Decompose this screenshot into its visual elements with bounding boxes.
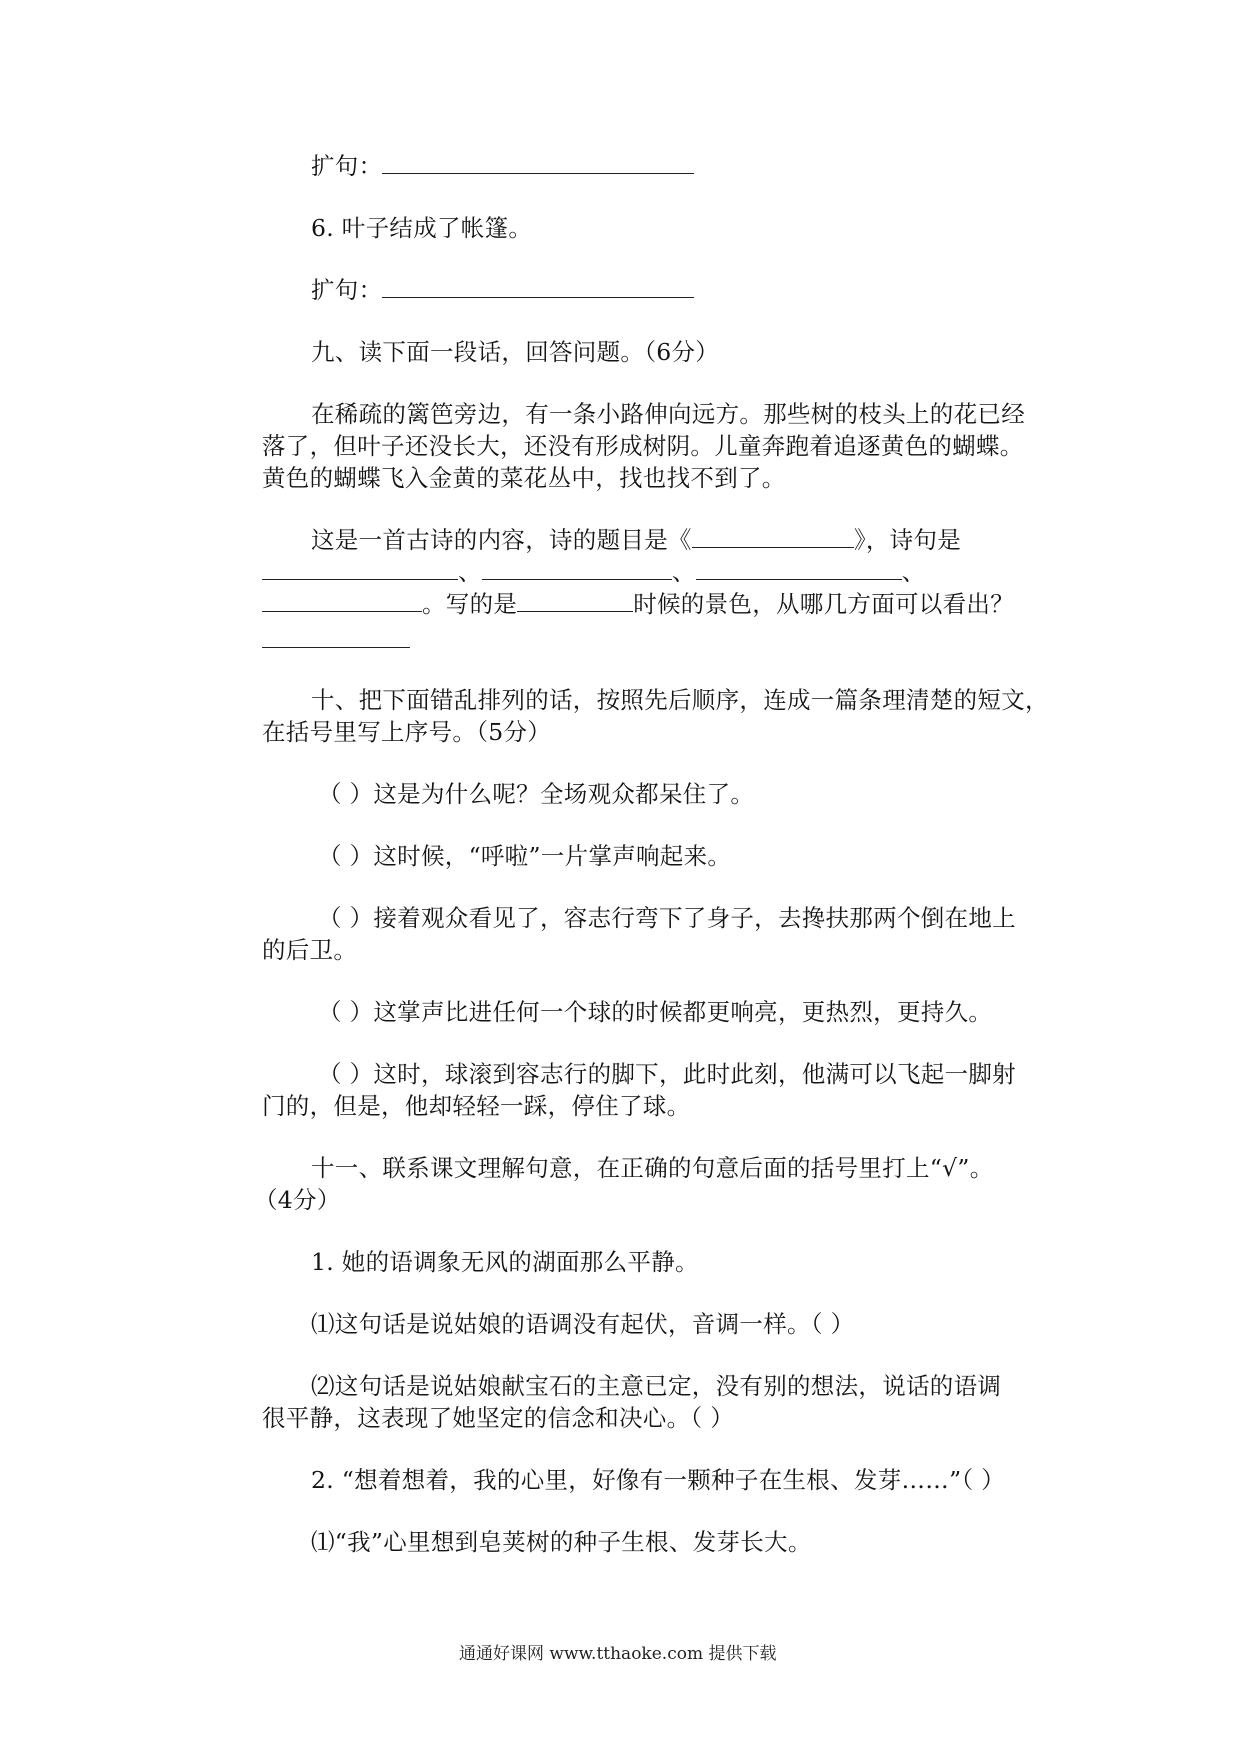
expand-sentence-line-1 (311, 150, 694, 182)
section-11-q2-option-1: ⑴“我”心里想到皂荚树的种子生根、发芽长大。 (311, 1528, 812, 1556)
season-blank[interactable] (517, 589, 633, 612)
section-10-title-line-1: 十、把下面错乱排列的话，按照先后顺序，连成一篇条理清楚的短文， (311, 686, 1049, 714)
section-11-q1-option-1: ⑴这句话是说姑娘的语调没有起伏，音调一样。（ ） (311, 1310, 855, 1338)
section-10-item-5-line-2: 门的，但是，他却轻轻一踩，停住了球。 (262, 1092, 691, 1120)
section-10-item-1: （ ）这是为什么呢？全场观众都呆住了。 (318, 780, 755, 808)
section-10-item-3-line-2: 的后卫。 (262, 936, 358, 964)
poem-line-blank-2[interactable] (482, 557, 672, 580)
section-9-question-line-4 (262, 624, 410, 656)
answer-blank[interactable] (382, 275, 694, 298)
section-9-question-line-1: 这是一首古诗的内容，诗的题目是《 》，诗句是 (311, 526, 962, 554)
answer-blank[interactable] (382, 151, 694, 174)
section-11-question-2: 2. “想着想着，我的心里，好像有一颗种子在生根、发芽……”（ ） (311, 1466, 1006, 1494)
section-10-item-2: （ ）这时候，“呼啦”一片掌声响起来。 (318, 842, 732, 870)
section-11-q1-option-2-line-2: 很平静，这表现了她坚定的信念和决心。（ ） (262, 1404, 735, 1432)
poem-line-blank-1[interactable] (262, 557, 458, 580)
section-10-item-4: （ ）这掌声比进任何一个球的时候都更响亮，更热烈，更持久。 (318, 998, 993, 1026)
section-11-title-line-2: （4分） (254, 1186, 341, 1214)
section-11-q1-option-2-line-1: ⑵这句话是说姑娘献宝石的主意已定，没有别的想法，说话的语调 (311, 1372, 1002, 1400)
expand-sentence-line-2 (311, 274, 694, 306)
section-11-title-line-1: 十一、联系课文理解句意，在正确的句意后面的括号里打上“√”。 (311, 1154, 994, 1182)
expand-label: 扩句： (311, 152, 383, 180)
section-9-passage-line-2: 落了，但叶子还没长大，还没有形成树阴。儿童奔跑着追逐黄色的蝴蝶。 (262, 432, 1024, 460)
poem-line-blank-3[interactable] (696, 557, 902, 580)
section-10-title-line-2: 在括号里写上序号。（5分） (262, 718, 552, 746)
poem-line-blank-4[interactable] (262, 589, 422, 612)
poem-title-blank[interactable] (692, 525, 854, 548)
section-9-passage-line-3: 黄色的蝴蝶飞入金黄的菜花丛中，找也找不到了。 (262, 464, 786, 492)
reason-blank[interactable] (262, 625, 410, 648)
section-9-passage-line-1: 在稀疏的篱笆旁边，有一条小路伸向远方。那些树的枝头上的花已经 (311, 400, 1025, 428)
section-11-question-1: 1. 她的语调象无风的湖面那么平静。 (311, 1248, 699, 1276)
section-9-title: 九、读下面一段话，回答问题。（6分） (311, 338, 720, 366)
question-6: 6. 叶子结成了帐篷。 (311, 214, 533, 242)
section-9-question-line-3: 。写的是 时候的景色，从哪几方面可以看出？ (262, 588, 1014, 620)
section-9-question-line-2: 、 、 、 (262, 556, 925, 588)
page-footer: 通通好课网 www.tthaoke.com 提供下载 (459, 1644, 777, 1664)
expand-label: 扩句： (311, 276, 383, 304)
section-10-item-3-line-1: （ ）接着观众看见了，容志行弯下了身子，去搀扶那两个倒在地上 (318, 904, 1016, 932)
section-10-item-5-line-1: （ ）这时，球滚到容志行的脚下，此时此刻，他满可以飞起一脚射 (318, 1060, 1016, 1088)
